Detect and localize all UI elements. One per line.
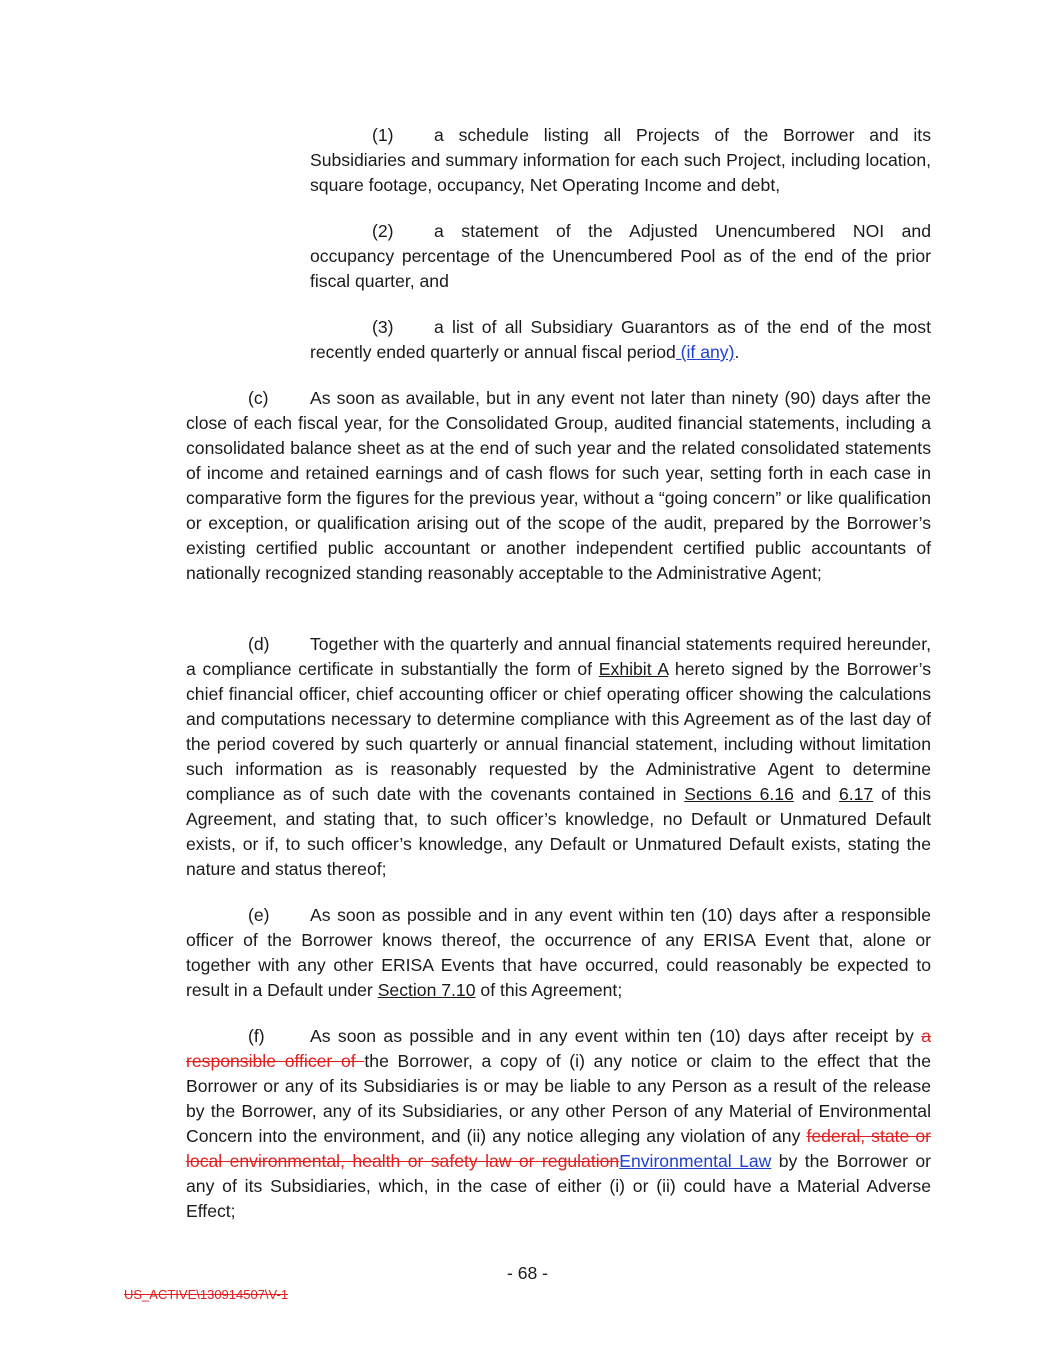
item-number: (3) — [372, 317, 394, 337]
item-text: . — [734, 342, 740, 362]
deleted-text: federal, state or local environmental, health or safety law or regulation — [186, 1126, 931, 1171]
item-text: of this Agreement; — [475, 980, 623, 1000]
cross-reference-link: Sections 6.16 — [684, 784, 794, 804]
page-number: - 68 - — [506, 1263, 549, 1283]
item-e — [186, 903, 931, 1003]
item-b2 — [310, 219, 931, 294]
item-text: a schedule listing all Projects of the Borrower and its Subsidiaries and summary information for each such Project, including location, square footage, occupancy, Net Operating Income and debt, — [310, 125, 931, 195]
item-text: a statement of the Adjusted Unencumbered NOI and occupancy percentage of the Unencumbered Pool as of the end of the prior fiscal quarter, and — [310, 221, 931, 291]
cross-reference-link: Exhibit A — [598, 659, 669, 679]
item-text: of this Agreement, and stating that, to such officer’s knowledge, no Default or Unmatured Default exists, or if, to such officer’s knowledge, any Default or Unmatured Default exists, stating the nature and status thereof; — [186, 784, 931, 879]
item-text: As soon as available, but in any event not later than ninety (90) days after the close of each fiscal year, for the Consolidated Group, audited financial statements, including a consolidated balance sheet as at the end of such year and the related consolidated statements of income and retained earnings and of cash flows for such year, setting forth in each case in comparative form the figures for the previous year, without a “going concern” or like qualification or exception, or qualification arising out of the scope of the audit, prepared by the Borrower’s existing certified public accountant or another independent certified public accountants of nationally recognized standing reasonably acceptable to the Administrative Agent; — [186, 388, 931, 583]
document-id: US_ACTIVE\130914507\V-1 — [124, 1287, 289, 1302]
item-number: (f) — [248, 1026, 265, 1046]
item-c — [186, 386, 931, 586]
item-number: (d) — [248, 634, 270, 654]
item-number: (2) — [372, 221, 394, 241]
item-b3 — [310, 315, 931, 365]
item-text: As soon as possible and in any event within ten (10) days after receipt by — [310, 1026, 922, 1046]
item-number: (1) — [372, 125, 394, 145]
item-f — [186, 1024, 931, 1224]
item-b1 — [310, 123, 931, 198]
item-text: Together with the quarterly and annual financial statements required hereunder, a compliance certificate in substantially the form of — [186, 634, 931, 679]
item-number: (c) — [248, 388, 269, 408]
item-text: As soon as possible and in any event within ten (10) days after a responsible officer of the Borrower knows thereof, the occurrence of any ERISA Event that, alone or together with any other ERISA Events that have occurred, could reasonably be expected to result in a Default under — [186, 905, 931, 1000]
cross-reference-link: Section 7.10 — [377, 980, 476, 1000]
item-text: the Borrower, a copy of (i) any notice or claim to the effect that the Borrower or any of its Subsidiaries is or may be liable to any Person as a result of the release by the Borrower, any of its Subsidiaries, or any other Person of any Material of Environmental Concern into the environment, and (ii) any notice alleging any violation of any — [186, 1051, 931, 1146]
item-text: a list of all Subsidiary Guarantors as of the end of the most recently ended quarterly or annual fiscal period — [310, 317, 931, 362]
cross-reference-link: 6.17 — [838, 784, 874, 804]
item-text: and — [793, 784, 839, 804]
item-number: (e) — [248, 905, 270, 925]
deleted-text: a responsible officer of — [186, 1026, 931, 1071]
item-d — [186, 632, 931, 882]
item-text: hereto signed by the Borrower’s chief financial officer, chief accounting officer or chief operating officer showing the calculations and computations necessary to determine compliance with this Agreement as of the last day of the period covered by such quarterly or annual financial statement, including without limitation such information as is reasonably requested by the Administrative Agent to determine compliance as of such date with the covenants contained in — [186, 659, 932, 804]
inserted-text: (if any) — [675, 342, 735, 362]
item-text: by the Borrower or any of its Subsidiaries, which, in the case of either (i) or (ii) could have a Material Adverse Effect; — [186, 1151, 932, 1221]
inserted-text: Environmental Law — [619, 1151, 772, 1171]
